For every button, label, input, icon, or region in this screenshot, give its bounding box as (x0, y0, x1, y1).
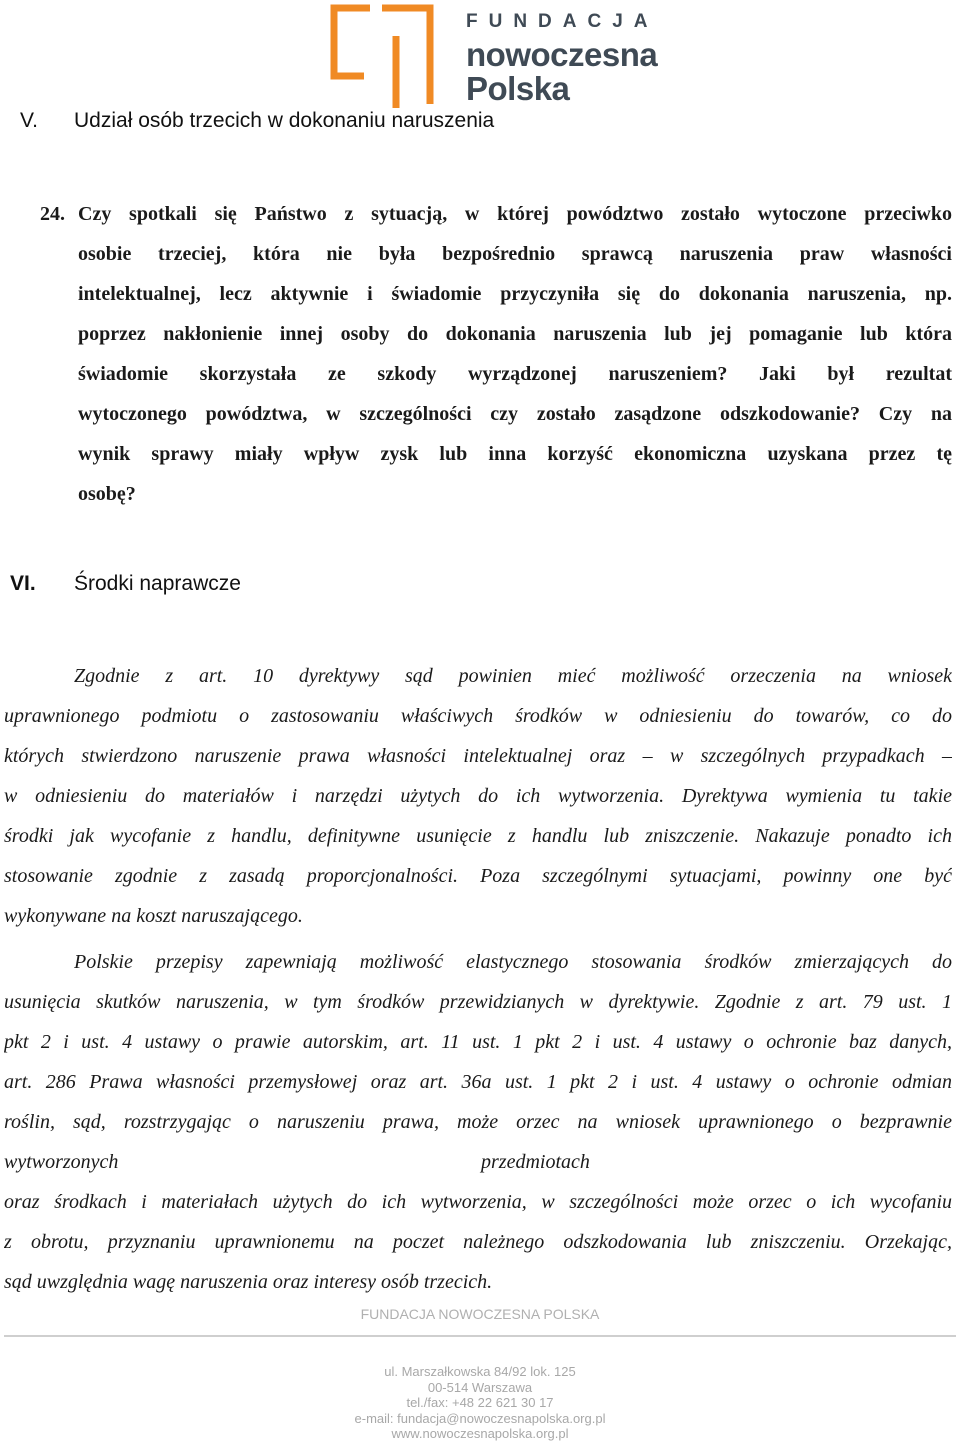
section-heading-vi (10, 571, 710, 599)
paragraph-line: Zgodnie z art. 10 dyrektywy sąd powinien mieć możliwość orzeczenia na wniosek (74, 665, 952, 687)
paragraph-line: w odniesieniu do materiałów i narzędzi użytych do ich wytworzenia. Dyrektywa wymienia tu takie (4, 785, 952, 807)
paragraph-line: których stwierdzono naruszenie prawa własności intelektualnej oraz – w szczególnych przypadkach – (4, 745, 952, 767)
question-line: osobę? (78, 483, 136, 505)
paragraph-polish-law (4, 942, 952, 1302)
footer-contact (0, 1364, 960, 1442)
foundation-logo (330, 4, 659, 110)
paragraph-line: roślin, sąd, rozstrzygając o naruszeniu prawa, może orzec na wniosek uprawnionego o bezprawnie (4, 1111, 952, 1133)
paragraph-directive (4, 656, 952, 936)
section-number: VI. (10, 572, 36, 595)
paragraph-line: Polskie przepisy zapewniają możliwość elastycznego stosowania środków zmierzających do (74, 951, 952, 973)
paragraph-line: art. 286 Prawa własności przemysłowej oraz art. 36a ust. 1 pkt 2 i ust. 4 ustawy o ochronie odmian (4, 1071, 952, 1093)
paragraph-word: przedmiotach (481, 1151, 590, 1173)
question-line: świadomie skorzystała ze szkody wyrządzonej naruszeniem? Jaki był rezultat (78, 363, 952, 385)
section-title: Środki naprawcze (74, 572, 241, 595)
paragraph-line: oraz środkach i materiałach użytych do ich wytworzenia, w szczególności może orzec o ich wycofaniu (4, 1191, 952, 1213)
footer-website[interactable]: www.nowoczesnapolska.org.pl (391, 1426, 569, 1441)
paragraph-line: stosowanie zgodnie z zasadą proporcjonalności. Poza szczególnymi sytuacjami, powinny one być (4, 865, 952, 887)
section-title: Udział osób trzecich w dokonaniu naruszenia (74, 109, 495, 132)
footer-divider (4, 1335, 956, 1337)
logo-wordmark (466, 12, 659, 106)
logo-line-2: nowoczesna (466, 36, 658, 73)
question-number: 24. (40, 203, 65, 225)
section-heading-v (20, 108, 720, 136)
footer-phone: tel./fax: +48 22 621 30 17 (406, 1395, 554, 1410)
footer-city: 00-514 Warszawa (427, 1379, 533, 1395)
question-line: poprzez nakłonienie innej osoby do dokonania naruszenia lub jej pomaganie lub która (78, 323, 952, 345)
paragraph-line: z obrotu, przyznaniu uprawnionemu na poczet należnego odszkodowania lub zniszczeniu. Orzekając, (4, 1231, 952, 1253)
paragraph-line: uprawnionego podmiotu o zastosowaniu właściwych środków w odniesieniu do towarów, co do (4, 705, 952, 727)
footer-address: ul. Marszałkowska 84/92 lok. 125 (384, 1364, 576, 1379)
paragraph-line: pkt 2 i ust. 4 ustawy o prawie autorskim, art. 11 ust. 1 pkt 2 i ust. 4 ustawy o ochronie baz danych, (4, 1031, 952, 1053)
question-line: osobie trzeciej, która nie była bezpośrednio sprawcą naruszenia praw własności (78, 243, 952, 265)
paragraph-line: środki jak wycofanie z handlu, definitywne usunięcie z handlu lub zniszczenie. Nakazuje ponadto ich (4, 825, 952, 847)
paragraph-word: wytworzonych (4, 1151, 119, 1173)
paragraph-line: wykonywane na koszt naruszającego. (4, 905, 303, 927)
section-number: V. (20, 109, 38, 132)
paragraph-line: usunięcia skutków naruszenia, w tym środków przewidzianych w dyrektywie. Zgodnie z art. 79 ust. 1 (4, 991, 952, 1013)
footer-title: FUNDACJA NOWOCZESNA POLSKA (360, 1306, 600, 1322)
question-24-text (78, 194, 952, 514)
logo-line-3: Polska (466, 70, 570, 107)
logo-mark-icon (330, 4, 440, 110)
footer-email[interactable]: e-mail: fundacja@nowoczesnapolska.org.pl (354, 1410, 606, 1426)
question-line: wytoczonego powództwa, w szczególności czy zostało zasądzone odszkodowanie? Czy na (78, 403, 952, 425)
paragraph-split-line (4, 1142, 952, 1182)
paragraph-line: sąd uwzględnia wagę naruszenia oraz interesy osób trzecich. (4, 1271, 493, 1293)
logo-line-1: FUNDACJA (466, 11, 659, 32)
question-line: Czy spotkali się Państwo z sytuacją, w której powództwo zostało wytoczone przeciwko (78, 203, 952, 225)
question-line: intelektualnej, lecz aktywnie i świadomie przyczyniła się do dokonania naruszenia, np. (78, 283, 952, 305)
question-line: wynik sprawy miały wpływ zysk lub inna korzyść ekonomiczna uzyskana przez tę (78, 443, 952, 465)
